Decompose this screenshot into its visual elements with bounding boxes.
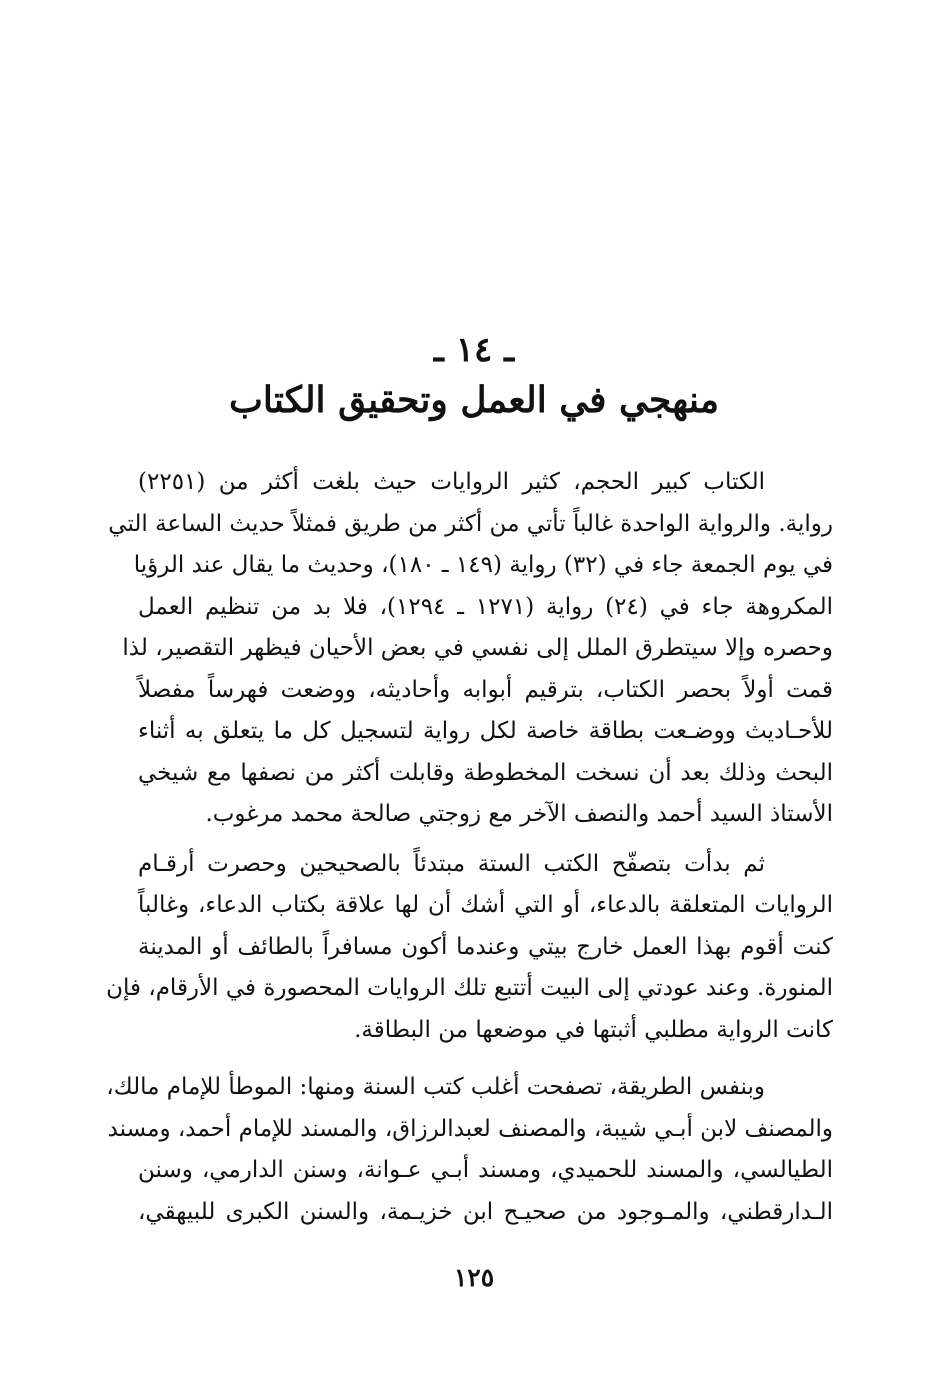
- paragraph-3: [106, 1067, 833, 1233]
- text-line: البحث وذلك بعد أن نسخت المخطوطة وقابلت أكثر من نصفها مع شيخي: [138, 759, 833, 786]
- section-number: ـ ١٤ ـ: [433, 330, 515, 370]
- chapter-title: منهجي في العمل وتحقيق الكتاب: [228, 379, 720, 421]
- text-line: رواية. والرواية الواحدة غالباً تأتي من أكثر من طريق فمثلاً حديث الساعة التي: [108, 510, 833, 537]
- text-line: الطيالسي، والمسند للحميدي، ومسند أبـي عـوانة، وسنن الدارمي، وسنن: [138, 1157, 833, 1183]
- text-line: الروايات المتعلقة بالدعاء، أو التي أشك أن لها علاقة بكتاب الدعاء، وغالباً: [138, 892, 833, 918]
- text-line: كنت أقوم بهذا العمل خارج بيتي وعندما أكون مسافراً بالطائف أو المدينة: [138, 933, 833, 960]
- text-line: والمصنف لابن أبـي شيبة، والمصنف لعبدالرزاق، والمسند للإمام أحمد، ومسند: [107, 1115, 833, 1142]
- text-line: للأحـاديث ووضـعت بطاقة خاصة لكل رواية لتسجيل كل ما يتعلق به أثناء: [138, 718, 833, 744]
- text-line: وحصره وإلا سيتطرق الملل إلى نفسي في بعض الأحيان فيظهر التقصير، لذا: [122, 635, 833, 661]
- text-line: الـدارقطني، والمـوجود من صحيـح ابن خزيـمة، والسنن الكبرى للبيهقي،: [138, 1198, 833, 1225]
- text-line: قمت أولاً بحصر الكتاب، بترقيم أبوابه وأحاديثه، ووضعت فهرساً مفصلاً: [138, 676, 833, 703]
- page-number: ١٢٥: [453, 1263, 495, 1292]
- text-line: الكتاب كبير الحجم، كثير الروايات حيث بلغت أكثر من (٢٢٥١): [138, 469, 765, 495]
- text-line: وبنفس الطريقة، تصفحت أغلب كتب السنة ومنها: الموطأ للإمام مالك،: [106, 1074, 765, 1100]
- text-line: ثم بدأت بتصفّح الكتب الستة مبتدئاً بالصحيحين وحصرت أرقـام: [138, 850, 765, 877]
- text-line: كانت الرواية مطلبي أثبتها في موضعها من البطاقة.: [354, 1016, 833, 1043]
- paragraph-2: [106, 844, 833, 1052]
- text-line: المنورة. وعند عودتي إلى البيت أتتبع تلك الروايات المحصورة في الأرقام، فإن: [106, 975, 833, 1001]
- text-line: في يوم الجمعة جاء في (٣٢) رواية (١٤٩ ـ ١٨٠)، وحديث ما يقال عند الرؤيا: [133, 552, 833, 578]
- text-line: الأستاذ السيد أحمد والنصف الآخر مع زوجتي صالحة محمد مرغوب.: [205, 801, 833, 827]
- chapter-heading: [0, 330, 948, 424]
- text-line: المكروهة جاء في (٢٤) رواية (١٢٧١ ـ ١٢٩٤)، فلا بد من تنظيم العمل: [138, 593, 834, 620]
- body-text: [106, 462, 834, 1233]
- paragraph-1: [108, 462, 834, 836]
